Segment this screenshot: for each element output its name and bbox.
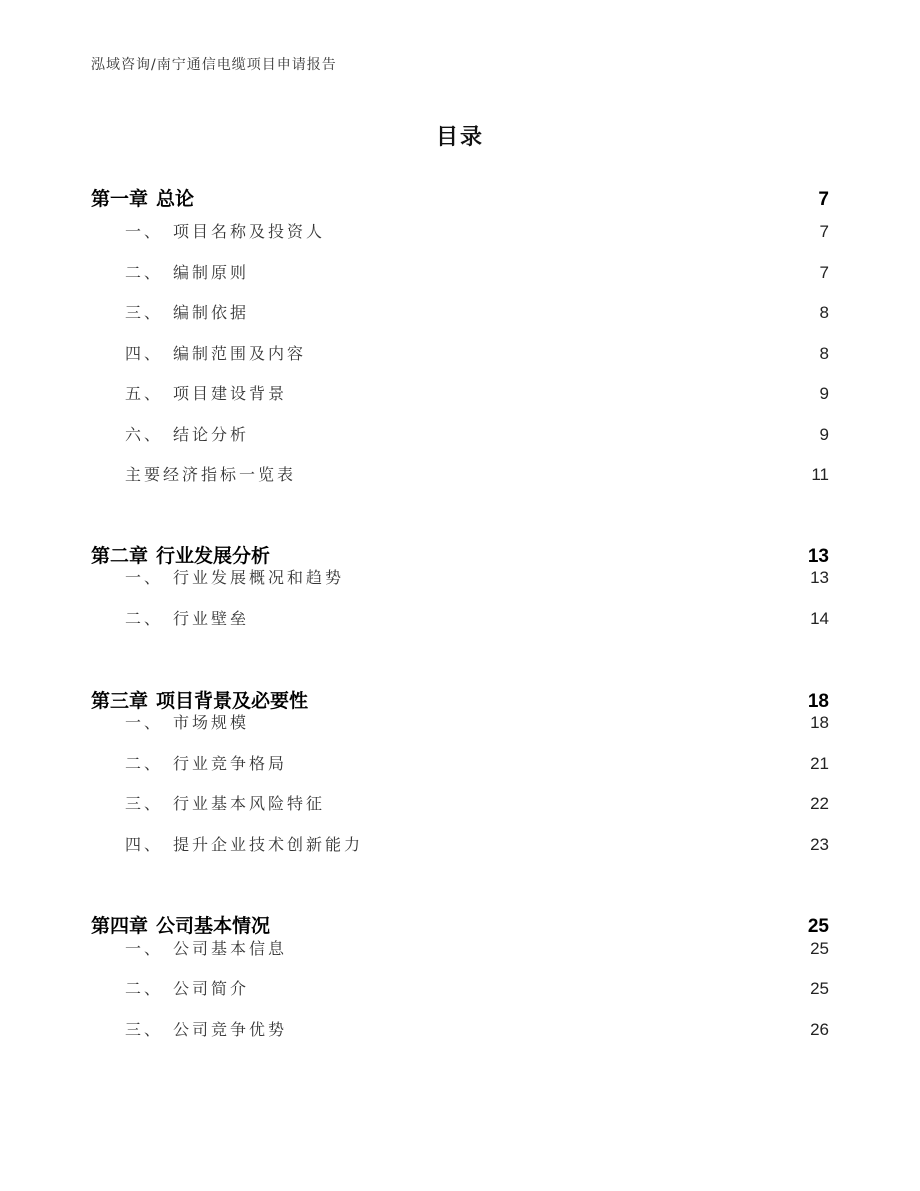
section-number: 二、 (125, 754, 164, 773)
section-title: 公司基本信息 (173, 939, 288, 958)
section-number: 六、 (125, 425, 164, 444)
toc-section[interactable] (125, 751, 829, 774)
section-title: 公司简介 (173, 979, 250, 998)
chapter-number: 第二章 (91, 545, 149, 567)
page-number: 26 (810, 1020, 829, 1039)
toc-section[interactable] (125, 260, 829, 283)
page-number: 23 (810, 835, 829, 854)
section-title: 提升企业技术创新能力 (173, 835, 364, 854)
section-number: 二、 (125, 979, 164, 998)
section-number: 三、 (125, 794, 164, 813)
chapter-title: 项目背景及必要性 (156, 690, 309, 712)
toc-section[interactable] (125, 219, 829, 242)
toc-chapter-2[interactable] (91, 541, 829, 568)
page-number: 13 (810, 568, 829, 587)
section-number: 二、 (125, 609, 164, 628)
section-number: 一、 (125, 939, 164, 958)
toc-section[interactable] (125, 565, 829, 588)
running-header: 泓域咨询/南宁通信电缆项目申请报告 (91, 57, 337, 73)
page-number: 7 (818, 189, 829, 210)
toc-chapter-3[interactable] (91, 686, 829, 713)
toc-section[interactable] (125, 936, 829, 959)
toc-section[interactable] (125, 381, 829, 404)
page-number: 9 (819, 384, 829, 403)
section-number: 一、 (125, 568, 164, 587)
section-title: 编制依据 (173, 303, 250, 322)
page-number: 9 (819, 425, 829, 444)
page-number: 14 (810, 609, 829, 628)
toc-section[interactable] (125, 341, 829, 364)
section-number: 一、 (125, 222, 164, 241)
toc-chapter-4[interactable] (91, 911, 829, 938)
section-title: 行业壁垒 (173, 609, 250, 628)
section-number: 一、 (125, 713, 164, 732)
section-number: 四、 (125, 835, 164, 854)
toc-section[interactable] (125, 976, 829, 999)
section-title: 项目建设背景 (173, 384, 288, 403)
chapter-title: 总论 (156, 188, 195, 210)
chapter-title: 行业发展分析 (156, 545, 271, 567)
chapter-number: 第四章 (91, 915, 149, 937)
page-number: 11 (811, 465, 829, 484)
page-number: 7 (819, 263, 829, 282)
page-number: 13 (807, 546, 829, 567)
section-title: 市场规模 (173, 713, 250, 732)
page-number: 8 (819, 344, 829, 363)
section-title: 项目名称及投资人 (173, 222, 326, 241)
page-number: 21 (810, 754, 829, 773)
toc-section[interactable] (125, 1017, 829, 1040)
toc-chapter-1[interactable] (91, 184, 829, 211)
page-number: 18 (810, 713, 829, 732)
section-title: 结论分析 (173, 425, 250, 444)
page-number: 25 (810, 979, 829, 998)
section-number: 二、 (125, 263, 164, 282)
toc-section[interactable] (125, 710, 829, 733)
section-title: 行业发展概况和趋势 (173, 568, 345, 587)
section-number: 三、 (125, 1020, 164, 1039)
section-title: 行业竞争格局 (173, 754, 288, 773)
toc-section[interactable] (125, 422, 829, 445)
section-title: 行业基本风险特征 (173, 794, 326, 813)
section-title: 公司竞争优势 (173, 1020, 288, 1039)
page-number: 18 (807, 691, 829, 712)
toc-title: 目录 (435, 125, 484, 150)
section-title: 编制范围及内容 (173, 344, 307, 363)
page-number: 25 (807, 916, 829, 937)
toc-section[interactable] (125, 606, 829, 629)
chapter-number: 第一章 (91, 188, 149, 210)
section-title: 编制原则 (173, 263, 250, 282)
page-number: 8 (819, 303, 829, 322)
toc-section[interactable] (125, 791, 829, 814)
page-number: 22 (810, 794, 829, 813)
section-number: 四、 (125, 344, 164, 363)
toc-section[interactable] (125, 462, 829, 485)
section-title: 主要经济指标一览表 (125, 465, 297, 484)
toc-section[interactable] (125, 832, 829, 855)
chapter-title: 公司基本情况 (156, 915, 271, 937)
section-number: 三、 (125, 303, 164, 322)
toc-section[interactable] (125, 300, 829, 323)
chapter-number: 第三章 (91, 690, 149, 712)
page-number: 25 (810, 939, 829, 958)
section-number: 五、 (125, 384, 164, 403)
page-number: 7 (819, 222, 829, 241)
